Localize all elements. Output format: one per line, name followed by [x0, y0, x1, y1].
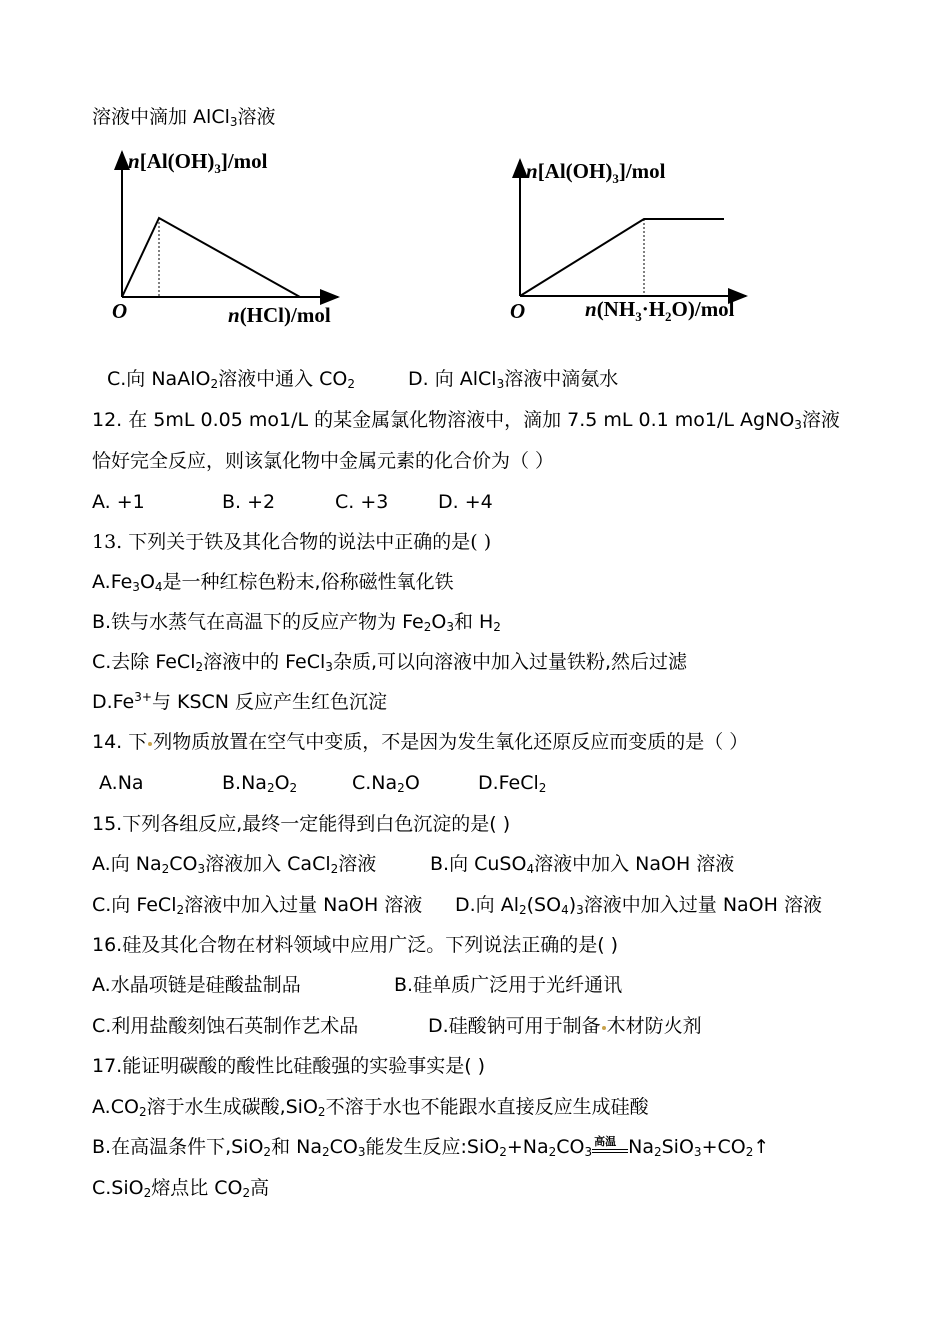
origin-label: O [112, 299, 128, 323]
x-axis-label: n(HCl)/mol [228, 303, 331, 327]
x-axis-label: $n(NH_3\cdot H_2O)$/mol [585, 297, 735, 324]
q16-stem: 16.硅及其化合物在材料领域中应用广泛。下列说法正确的是( ) [92, 934, 619, 956]
curve [122, 218, 300, 297]
q16-option-d: D.硅酸钠可用于制备 木材防火剂 [428, 1015, 702, 1037]
q13-stem: 13. 下列关于铁及其化合物的说法中正确的是( ) [92, 531, 492, 553]
q15-option-d: D.向 $Al_2(SO_4)_3$溶液中加入过量 NaOH 溶液 [455, 894, 822, 917]
q13-option-b: B.铁与水蒸气在高温下的反应产物为 $Fe_2O_3$和 $H_2$ [92, 611, 501, 634]
q11-option-c: C.向 NaAlO$_2$溶液中通入 $CO_2$ [107, 368, 355, 391]
q12-stem-line1: 12. 在 5mL 0.05 mo1/L 的某金属氯化物溶液中，滴加 7.5 mL 0.1 mo1/L AgNO$_3$溶液 [92, 409, 840, 432]
q15-option-a: A.向 $Na_2CO_3$溶液加入 CaCl$_2$溶液 [92, 853, 377, 876]
y-axis-label: $n[Al(OH)_3]$/mol [526, 159, 666, 186]
q14-option-d: D.FeCl$_2$ [478, 772, 547, 795]
q14-option-c: $C.Na_2O$ [352, 772, 420, 795]
curve [520, 219, 724, 296]
q14-option-a: A.Na [99, 772, 144, 794]
q17-option-a: $A.CO_2$溶于水生成碳酸,SiO$_2$不溶于水也不能跟水直接反应生成硅酸 [92, 1096, 649, 1119]
q17-option-b: B.在高温条件下,SiO$_2$和 $Na_2CO_3$能发生反应$:SiO_2+Na_2CO_3$ 高温 $Na_2SiO_3+CO_2↑$ [92, 1135, 770, 1159]
q17-option-c: C.SiO$_2$熔点比 $CO_2$高 [92, 1177, 270, 1200]
q12-option-a: A. +1 [92, 491, 145, 513]
graph-ammonia [500, 150, 780, 340]
q15-stem: 15.下列各组反应,最终一定能得到白色沉淀的是( ) [92, 813, 511, 835]
q13-option-a: $A.Fe_3O_4$是一种红棕色粉末,俗称磁性氧化铁 [92, 571, 454, 594]
q14-option-b: $B.Na_2O_2$ [222, 772, 298, 795]
q15-option-b: B.向 CuSO$_4$溶液中加入 NaOH 溶液 [430, 853, 735, 876]
stray-dot [148, 742, 152, 746]
stray-dot [602, 1026, 606, 1030]
q12-option-c: C. +3 [335, 491, 389, 513]
q12-option-b: B. +2 [222, 491, 276, 513]
graph-hcl [100, 140, 370, 340]
header-fragment: 溶液中滴加 AlCl$_3$溶液 [92, 106, 276, 129]
q15-option-c: C.向 FeCl$_2$溶液中加入过量 NaOH 溶液 [92, 894, 423, 917]
q12-option-d: D. +4 [438, 491, 493, 513]
high-temperature-condition: 高温 [592, 1135, 628, 1155]
q11-option-d: D. 向 AlCl$_3$溶液中滴氨水 [408, 368, 619, 391]
q14-stem: 14. 下 列物质放置在空气中变质，不是因为发生氧化还原反应而变质的是（ ） [92, 731, 749, 753]
q13-option-c: C.去除 FeCl$_2$溶液中的 FeCl$_3$杂质,可以向溶液中加入过量铁粉,然后过滤 [92, 651, 688, 674]
q16-option-b: B.硅单质广泛用于光纤通讯 [394, 974, 623, 996]
q13-option-d: $D.Fe^{3+}$与 KSCN 反应产生红色沉淀 [92, 690, 388, 713]
q16-option-a: A.水晶项链是硅酸盐制品 [92, 974, 301, 996]
q16-option-c: C.利用盐酸刻蚀石英制作艺术品 [92, 1015, 359, 1037]
q12-stem-line2: 恰好完全反应，则该氯化物中金属元素的化合价为（ ） [92, 450, 555, 472]
y-axis-label: $n[Al(OH)_3]$/mol [128, 149, 268, 176]
q17-stem: 17.能证明碳酸的酸性比硅酸强的实验事实是( ) [92, 1055, 486, 1077]
origin-label: O [510, 299, 526, 323]
